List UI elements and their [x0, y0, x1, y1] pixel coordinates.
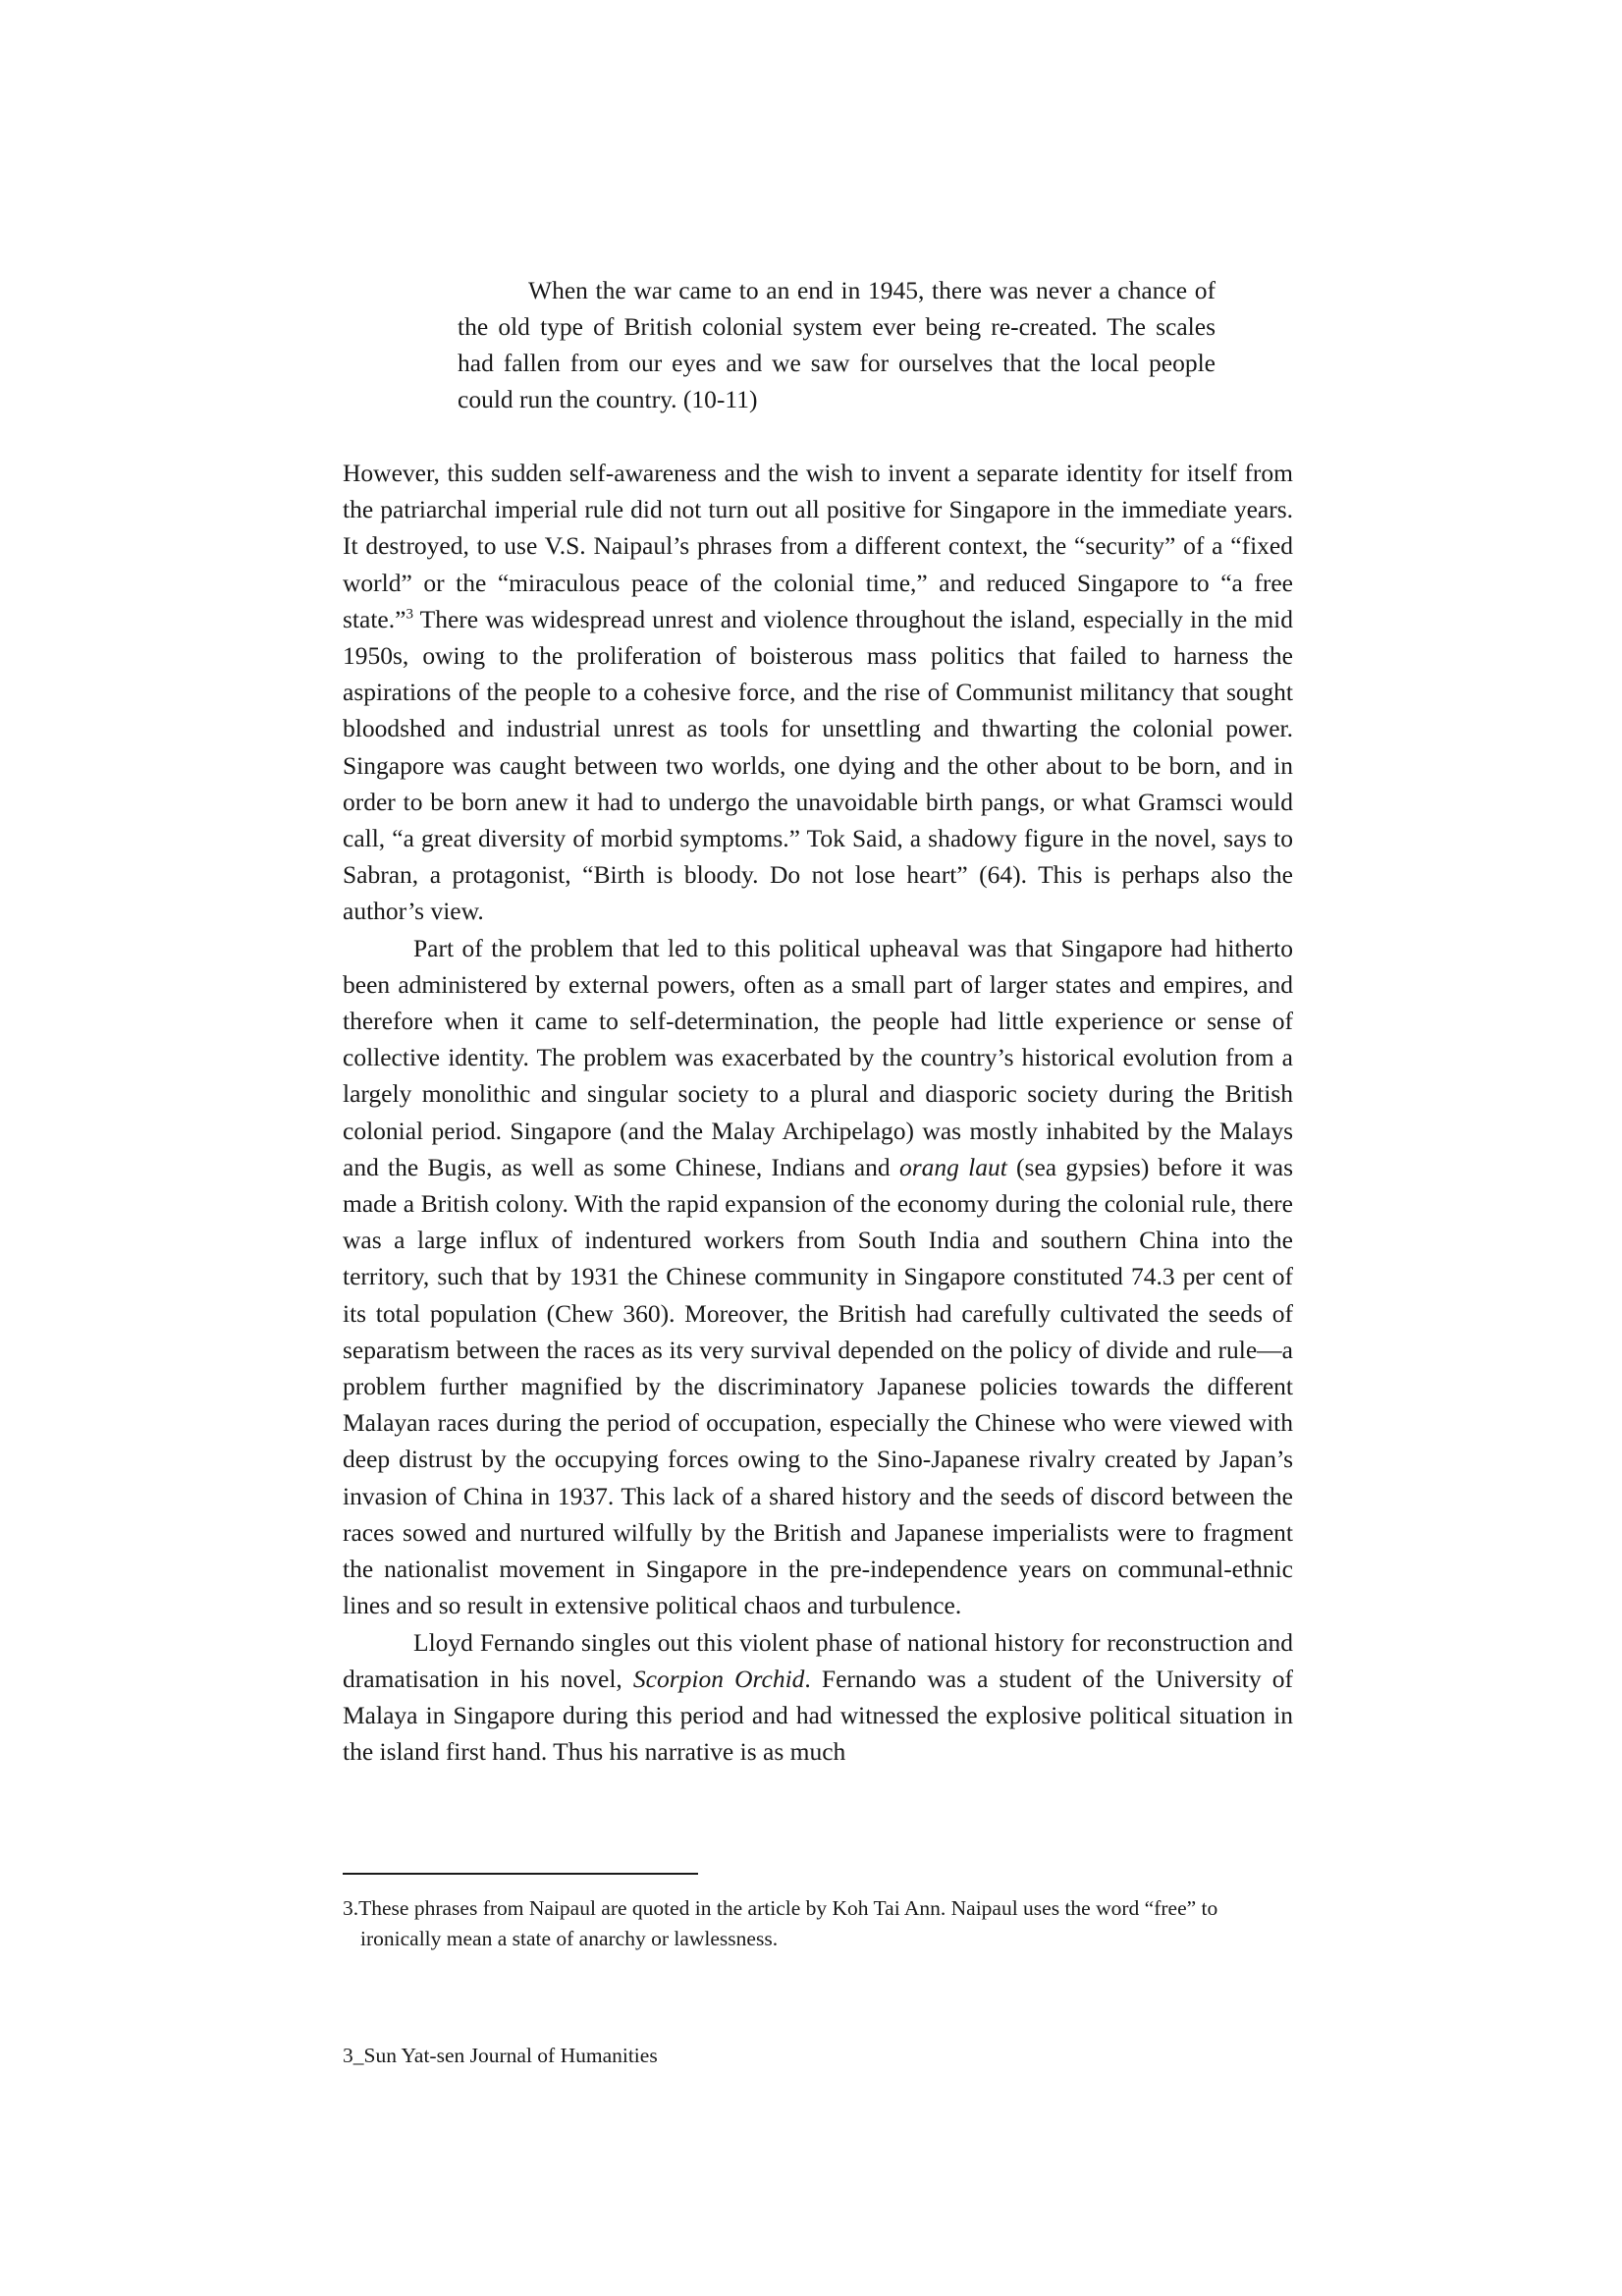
paragraph-3-text-b: . Fernando was a student of the University of Malaya in Singapore during this period and had witnessed the explosive political situation in the island first hand. Thus his narrative is as much — [343, 1664, 1293, 1767]
paragraph-3-italic: Scorpion Orchid — [632, 1664, 805, 1693]
paragraph-1-text-a: However, this sudden self-awareness and the wish to invent a separate identity for itself from the patriarchal imperial rule did not turn out all positive for Singapore in the immediate years. It destroyed, to use V.S. Naipaul’s phrases from a different context, the “security” of a “fixed world” or the “miraculous peace of the colonial time,” and reduced Singapore to “a free state.” — [343, 459, 1293, 633]
footnote-divider — [343, 1873, 698, 1875]
paragraph-1 — [343, 455, 1293, 930]
paragraph-2-italic: orang laut — [898, 1152, 1007, 1181]
block-quote: When the war came to an end in 1945, there was never a chance of the old type of British colonial system ever being re-created. The scales had fallen from our eyes and we saw for ourselves that the local people could run the country. (10-11) — [458, 276, 1216, 413]
running-footer: 3_Sun Yat-sen Journal of Humanities — [343, 2044, 658, 2067]
paragraph-3 — [343, 1624, 1293, 1771]
paragraph-3-text-a: Lloyd Fernando singles out this violent phase of national history for reconstruction and dramatisation in his novel, — [343, 1627, 1293, 1693]
footnote-reference: 3 — [406, 606, 413, 623]
body-text — [343, 455, 1293, 1770]
footnote: 3.These phrases from Naipaul are quoted in the article by Koh Tai Ann. Naipaul uses the word “free” to ironically mean a state of anarchy or lawlessness. — [343, 1896, 1218, 1950]
paragraph-1-text-b: There was widespread unrest and violence throughout the island, especially in the mid 1950s, owing to the proliferation of boisterous mass politics that failed to harness the aspirations of the people to a cohesive force, and the rise of Communist militancy that sought bloodshed and industrial unrest as tools for unsettling and thwarting the colonial power. Singapore was caught between two worlds, one dying and the other about to be born, and in order to be born anew it had to undergo the unavoidable birth pangs, or what Gramsci would call, “a great diversity of morbid symptoms.” Tok Said, a shadowy figure in the novel, says to Sabran, a protagonist, “Birth is bloody. Do not lose heart” (64). This is perhaps also the author’s view. — [343, 604, 1293, 926]
paragraph-2-text-b: (sea gypsies) before it was made a British colony. With the rapid expansion of the economy during the colonial rule, there was a large influx of indentured workers from South India and southern China into the territory, such that by 1931 the Chinese community in Singapore constituted 74.3 per cent of its total population (Chew 360). Moreover, the British had carefully cultivated the seeds of separatism between the races as its very survival depended on the policy of divide and rule—a problem further magnified by the discriminatory Japanese policies towards the different Malayan races during the period of occupation, especially the Chinese who were viewed with deep distrust by the occupying forces owing to the Sino-Japanese rivalry created by Japan’s invasion of China in 1937. This lack of a shared history and the seeds of discord between the races sowed and nurtured wilfully by the British and Japanese imperialists were to fragment the nationalist movement in Singapore in the pre-independence years on communal-ethnic lines and so result in extensive political chaos and turbulence. — [343, 1152, 1293, 1620]
paragraph-2-text-a: Part of the problem that led to this political upheaval was that Singapore had hitherto been administered by external powers, often as a small part of larger states and empires, and therefore when it came to self-determination, the people had little experience or sense of collective identity. The problem was exacerbated by the country’s historical evolution from a largely monolithic and singular society to a plural and diasporic society during the British colonial period. Singapore (and the Malay Archipelago) was mostly inhabited by the Malays and the Bugis, as well as some Chinese, Indians and — [343, 933, 1293, 1181]
paragraph-2 — [343, 930, 1293, 1624]
